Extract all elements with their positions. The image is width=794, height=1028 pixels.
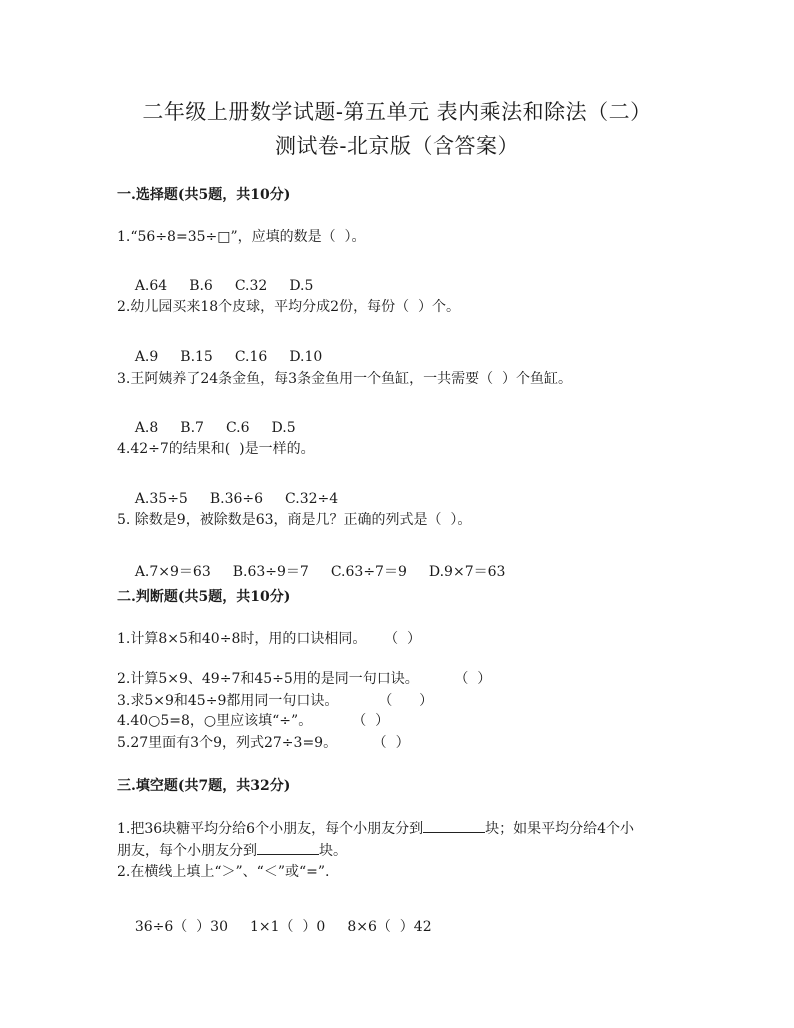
- compare-item: 36÷6（ ）30: [134, 919, 228, 935]
- choice-question-3: 3.王阿姨养了24条金鱼，每3条金鱼用一个鱼缸，一共需要（ ）个鱼缸。: [117, 371, 572, 387]
- fill-text: 1.把36块糖平均分给6个小朋友，每个小朋友分到: [117, 821, 424, 837]
- section-judge-heading: 二.判断题(共5题，共10分): [117, 589, 291, 605]
- option-a: A.8: [134, 420, 159, 436]
- answer-blank[interactable]: [423, 819, 485, 833]
- option-b: B.63÷9＝7: [232, 564, 309, 580]
- fill-text: 朋友，每个小朋友分到: [117, 843, 257, 859]
- judge-question-2: 2.计算5×9、49÷7和45÷5用的是同一句口诀。 （ ）: [117, 671, 492, 687]
- option-d: D.9×7＝63: [428, 564, 506, 580]
- section-choice-heading: 一.选择题(共5题，共10分): [117, 187, 291, 203]
- option-b: B.36÷6: [209, 491, 264, 507]
- option-d: D.5: [271, 420, 296, 436]
- compare-item: 8×6（ ）42: [347, 919, 432, 935]
- option-c: C.63÷7＝9: [330, 564, 407, 580]
- option-b: B.6: [189, 278, 213, 294]
- choice-question-1: 1.“56÷8=35÷□”，应填的数是（ ）。: [117, 229, 366, 245]
- fill-question-2: 2.在横线上填上“＞”、“＜”或“=”.: [117, 864, 330, 880]
- section-fill-heading: 三.填空题(共7题，共32分): [117, 778, 291, 794]
- choice-question-2: 2.幼儿园买来18个皮球，平均分成2份，每份（ ）个。: [117, 299, 460, 315]
- option-c: C.6: [225, 420, 250, 436]
- fill-text: 块；如果平均分给4个小: [485, 821, 634, 837]
- fill-question-1-line-2: [117, 840, 347, 860]
- option-b: B.7: [180, 420, 204, 436]
- compare-items: [117, 900, 432, 952]
- choice-question-5: 5. 除数是9，被除数是63，商是几？正确的列式是（ ）。: [117, 512, 472, 528]
- option-a: A.7×9＝63: [134, 564, 211, 580]
- option-a: A.9: [134, 349, 159, 365]
- title-line-2: 测试卷-北京版（含答案）: [274, 134, 520, 158]
- option-d: D.10: [289, 349, 323, 365]
- fill-text: 块。: [319, 843, 347, 859]
- judge-question-5: 5.27里面有3个9，列式27÷3=9。 （ ）: [117, 735, 410, 751]
- title-line-1: 二年级上册数学试题-第五单元 表内乘法和除法（二）: [142, 100, 652, 124]
- option-b: B.15: [180, 349, 213, 365]
- fill-question-1-line-1: [117, 818, 634, 838]
- answer-blank[interactable]: [257, 841, 319, 855]
- option-c: C.16: [234, 349, 268, 365]
- choice-question-4: 4.42÷7的结果和( )是一样的。: [117, 441, 315, 457]
- judge-question-1: 1.计算8×5和40÷8时，用的口诀相同。 （ ）: [117, 631, 422, 647]
- option-c: C.32÷4: [285, 491, 339, 507]
- judge-question-3: 3.求5×9和45÷9都用同一句口诀。 （ ）: [117, 693, 434, 709]
- compare-item: 1×1（ ）0: [249, 919, 326, 935]
- option-a: A.35÷5: [134, 491, 188, 507]
- judge-question-4: 4.40○5=8，○里应该填“÷”。 （ ）: [117, 713, 390, 729]
- option-a: A.64: [134, 278, 168, 294]
- option-d: D.5: [289, 278, 314, 294]
- option-c: C.32: [234, 278, 268, 294]
